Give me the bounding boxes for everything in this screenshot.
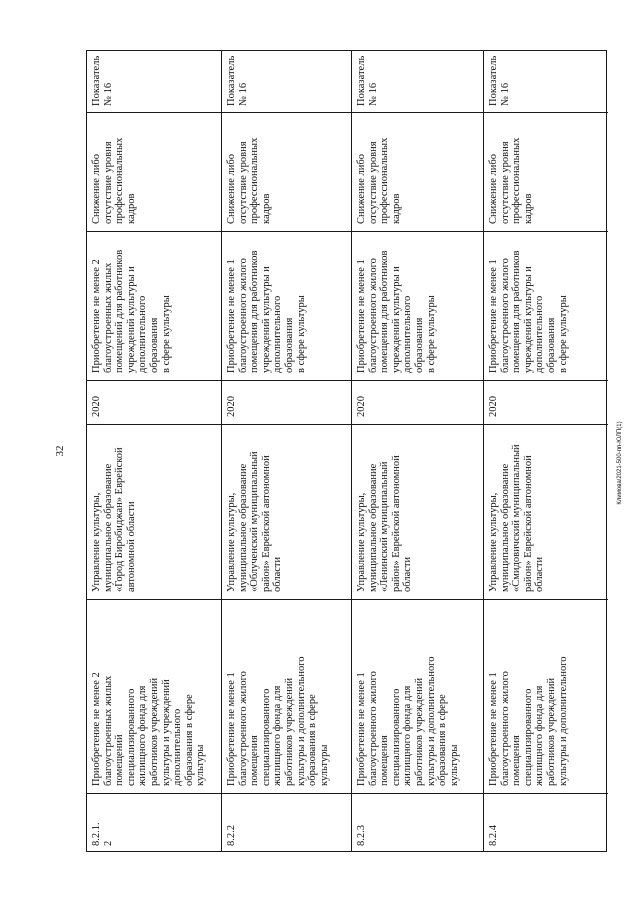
cell-consequence-box bbox=[484, 112, 608, 231]
measures-table bbox=[86, 50, 607, 852]
cell-result: Приобретение не менее 1 благоустроенного жилого помещения для работников учреждений культуры и дополнительного образования в сфере культуры bbox=[226, 250, 307, 373]
cell-event: Приобретение не менее 1 благоустроенного жилого помещения специализированного жилищного фонда для работников учреждений культуры и дополнительного bbox=[488, 656, 569, 786]
cell-number-box bbox=[484, 793, 608, 853]
cell-year: 2020 bbox=[356, 396, 367, 417]
cell-year: 2020 bbox=[488, 396, 499, 417]
cell-indicator: Показатель № 16 bbox=[488, 53, 511, 106]
cell-result-box bbox=[352, 231, 483, 380]
cell-consequence-box bbox=[352, 112, 483, 231]
table-row bbox=[483, 51, 608, 851]
cell-executor: Управление культуры, муниципальное образование «Город Биробиджан» Еврейской автономной области bbox=[91, 447, 137, 592]
cell-event: Приобретение не менее 1 благоустроенного жилого помещения специализированного жилищного фонда для работников учреждений культуры и дополнительного образования в сфере культуры bbox=[356, 656, 460, 786]
cell-number-box bbox=[222, 793, 351, 853]
table-row bbox=[351, 51, 483, 851]
cell-number: 8.2.3 bbox=[356, 825, 367, 846]
cell-executor: Управление культуры, муниципальное образование «Облученский муниципальный район» Еврейской автономной области bbox=[226, 451, 284, 592]
cell-indicator-box bbox=[87, 51, 221, 112]
cell-event-box bbox=[352, 599, 483, 793]
cell-indicator: Показатель № 16 bbox=[226, 53, 249, 106]
cell-consequence: Снижение либо отсутствие уровня профессиональных кадров bbox=[488, 137, 534, 224]
cell-year: 2020 bbox=[226, 396, 237, 417]
cell-year-box bbox=[484, 380, 608, 424]
cell-number: 8.2.4 bbox=[488, 825, 499, 846]
cell-number-box bbox=[352, 793, 483, 853]
cell-executor-box bbox=[484, 424, 608, 599]
cell-result-box bbox=[87, 231, 221, 380]
cell-number: 8.2.2 bbox=[226, 825, 237, 846]
cell-consequence: Снижение либо отсутствие уровня профессиональных кадров bbox=[356, 137, 402, 224]
cell-number: 8.2.1. 2 bbox=[91, 822, 114, 846]
cell-result: Приобретение не менее 1 благоустроенного жилого помещения для работников учреждений культуры и дополнительного образования в сфере культуры bbox=[356, 250, 437, 373]
cell-result: Приобретение не менее 2 благоустроенных жилых помещений для работников учреждений культуры и дополнительного образования в сфере культуры bbox=[91, 249, 172, 373]
cell-number-box bbox=[87, 793, 221, 853]
cell-executor-box bbox=[222, 424, 351, 599]
table-row bbox=[87, 51, 221, 851]
cell-year: 2020 bbox=[91, 396, 102, 417]
cell-indicator-box bbox=[352, 51, 483, 112]
cell-indicator-box bbox=[222, 51, 351, 112]
cell-event-box bbox=[87, 599, 221, 793]
cell-consequence: Снижение либо отсутствие уровня профессиональных кадров bbox=[91, 137, 137, 224]
cell-consequence-box bbox=[222, 112, 351, 231]
page-number: 32 bbox=[54, 445, 66, 457]
cell-indicator-box bbox=[484, 51, 608, 112]
cell-event: Приобретение не менее 2 благоустроенных жилых помещений специализированного жилищного фонда для работников учреждений культуры и учреждений дополнительного образования в сфере культуры bbox=[91, 672, 207, 786]
cell-consequence: Снижение либо отсутствие уровня профессиональных кадров bbox=[226, 137, 272, 224]
cell-result-box bbox=[484, 231, 608, 380]
cell-indicator: Показатель № 16 bbox=[356, 53, 379, 106]
cell-executor-box bbox=[352, 424, 483, 599]
cell-result: Приобретение не менее 1 благоустроенного жилого помещения для работников учреждений культуры и дополнительного образования в сфере культуры bbox=[488, 250, 569, 373]
cell-event: Приобретение не менее 1 благоустроенного жилого помещения специализированного жилищного фонда для работников учреждений культуры и дополнительного образования в сфере культуры bbox=[226, 656, 330, 786]
cell-year-box bbox=[222, 380, 351, 424]
cell-consequence-box bbox=[87, 112, 221, 231]
document-code: Климова/2021-500-пп-ЮЛП(1) bbox=[617, 421, 623, 505]
cell-year-box bbox=[87, 380, 221, 424]
cell-executor: Управление культуры, муниципальное образование «Смидовичский муниципальный район» Еврейской автономной области bbox=[488, 444, 546, 592]
cell-year-box bbox=[352, 380, 483, 424]
cell-executor-box bbox=[87, 424, 221, 599]
cell-event-box bbox=[484, 599, 608, 793]
cell-event-box bbox=[222, 599, 351, 793]
table-row bbox=[221, 51, 351, 851]
cell-indicator: Показатель № 16 bbox=[91, 53, 114, 106]
cell-result-box bbox=[222, 231, 351, 380]
cell-executor: Управление культуры, муниципальное образование «Ленинский муниципальный район» Еврейской автономной области bbox=[356, 455, 414, 592]
